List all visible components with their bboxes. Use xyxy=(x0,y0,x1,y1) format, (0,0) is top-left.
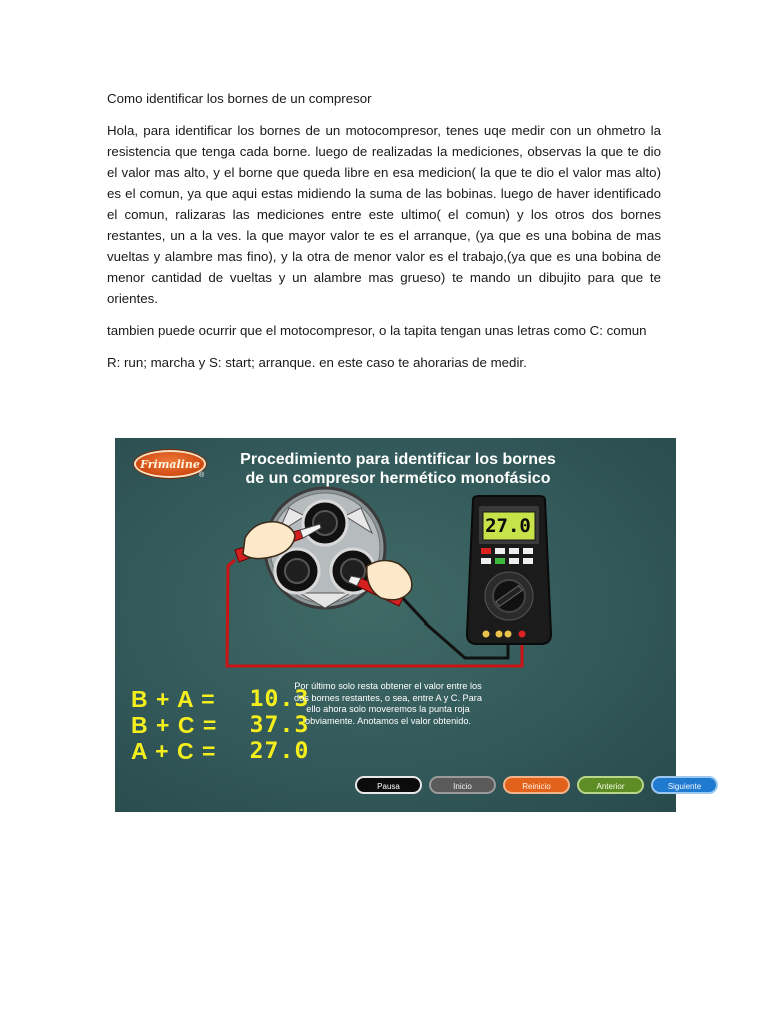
equation-value: 37.3 xyxy=(249,712,310,738)
equation-value: 10.3 xyxy=(249,686,310,712)
pause-button[interactable]: Pausa xyxy=(355,776,422,794)
restart-button[interactable]: Reinicio xyxy=(503,776,570,794)
equation-row xyxy=(131,686,308,712)
diagram-title xyxy=(218,450,578,488)
equation-label: B + A = xyxy=(131,685,216,712)
paragraph-letters: tambien puede ocurrir que el motocompresor, o la tapita tengan unas letras como C: comun xyxy=(107,323,647,338)
previous-button[interactable]: Anterior xyxy=(577,776,644,794)
brand-logo: Frimaline xyxy=(134,450,206,478)
compressor-diagram-image xyxy=(115,438,702,812)
navigation-buttons xyxy=(355,776,718,794)
meter-display: 27.0 xyxy=(485,515,531,537)
equation-value: 27.0 xyxy=(249,738,310,764)
diagram-title-line1: Procedimiento para identificar los bornes xyxy=(240,451,556,468)
measurement-equations xyxy=(131,686,308,764)
equation-label: B + C = xyxy=(131,711,218,738)
equation-row xyxy=(131,712,308,738)
diagram-title-line2: de un compresor hermético monofásico xyxy=(245,470,551,487)
equation-label: A + C = xyxy=(131,737,217,764)
equation-row xyxy=(131,738,308,764)
document-title: Como identificar los bornes de un compresor xyxy=(107,91,372,106)
document-body xyxy=(107,88,661,384)
start-button[interactable]: Inicio xyxy=(429,776,496,794)
explanation-text: Por último solo resta obtener el valor entre los dos bornes restantes, o sea, entre A y C. Para ello ahora solo moveremos la punta roja obviamente. Anotamos el valor obtenido. xyxy=(294,681,482,726)
registered-mark: ® xyxy=(199,472,205,479)
next-button[interactable]: Siguiente xyxy=(651,776,718,794)
paragraph-run-start: R: run; marcha y S: start; arranque. en este caso te ahorarias de medir. xyxy=(107,355,527,370)
paragraph-explanation: Hola, para identificar los bornes de un motocompresor, tenes uqe medir con un ohmetro la resistencia que tenga cada borne. luego de realizadas la mediciones, observas la que te dio el valor mas alto, y el borne que queda libre en esa medicion( la que te dio el valor mas alto) es el comun, ya que aqui estas midiendo la suma de las bobinas. luego de haver identificado el comun, ralizaras las mediciones entre este ultimo( el comun) y los otros dos bornes restantes, un a la ves. la que mayor valor te es el arranque, (ya que es una bobina de mas vueltas y alambre mas fino), y la otra de menor valor es el trabajo,(ya que es una bobina de menor cantidad de vueltas y un alambre mas grueso) te mando un dibujito para que te orientes. xyxy=(107,123,661,306)
